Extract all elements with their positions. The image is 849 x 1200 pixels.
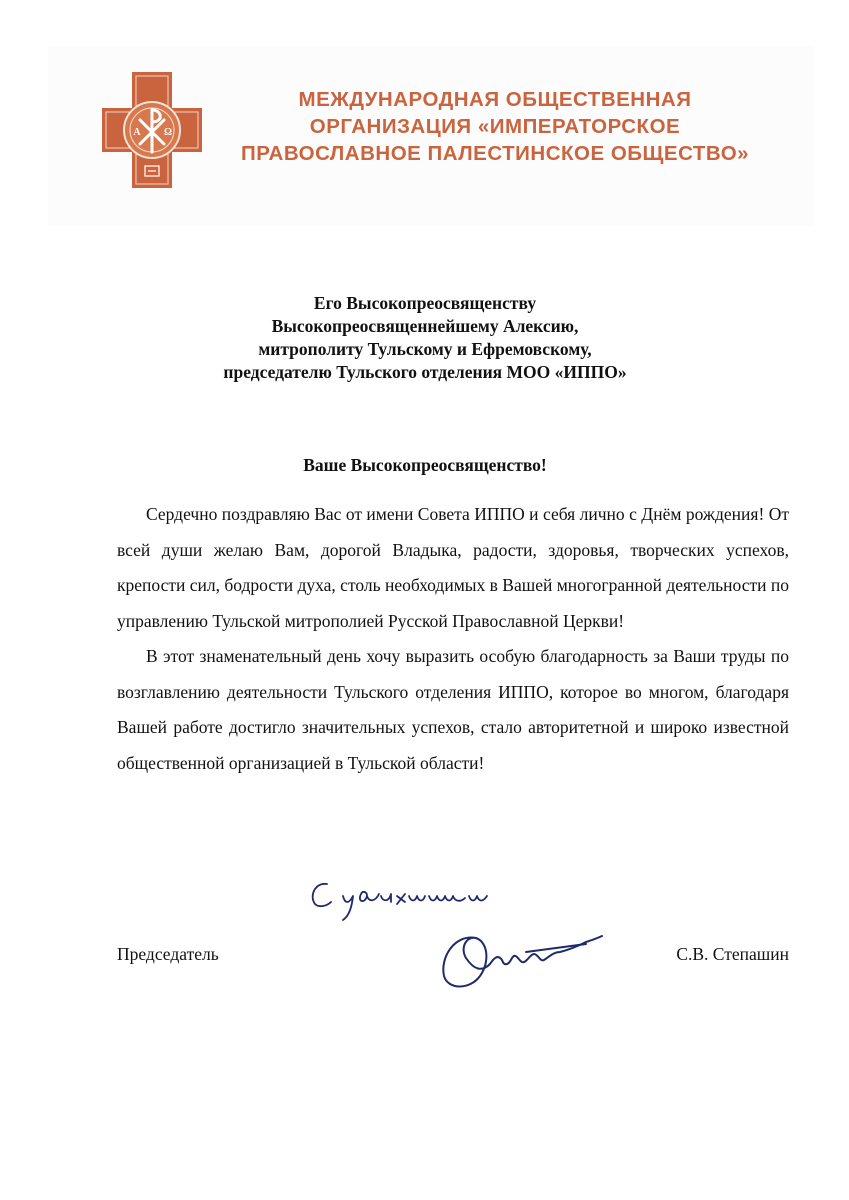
letter-body <box>117 497 789 781</box>
addressee-line-2: Высокопреосвященнейшему Алексию, <box>271 316 579 336</box>
organization-name <box>228 86 762 167</box>
addressee-line-4: председателю Тульского отделения МОО «ИППО» <box>223 362 627 382</box>
signature <box>436 924 606 996</box>
signer-title: Председатель <box>117 944 219 964</box>
emblem-omega: Ω <box>163 127 173 138</box>
body-paragraph-2: В этот знаменательный день хочу выразить особую благодарность за Ваши труды по возглавлению деятельности Тульского отделения ИППО, которое во многом, благодаря Вашей работе достигло значительных успехов, стало авторитетной и широко известной общественной организацией в Тульской области! <box>117 646 789 773</box>
addressee-line-1: Его Высокопреосвященству <box>313 293 537 313</box>
ippo-emblem-logo <box>102 72 202 188</box>
addressee-line-3: митрополиту Тульскому и Ефремовскому, <box>258 339 592 359</box>
org-name-line-1: МЕЖДУНАРОДНАЯ ОБЩЕСТВЕННАЯ <box>298 88 692 111</box>
handwritten-closing <box>305 874 495 924</box>
salutation: Ваше Высокопреосвященство! <box>303 455 547 475</box>
emblem-alpha: А <box>133 127 141 138</box>
org-name-line-3: ПРАВОСЛАВНОЕ ПАЛЕСТИНСКОЕ ОБЩЕСТВО» <box>240 142 750 165</box>
body-paragraph-1: Сердечно поздравляю Вас от имени Совета ИППО и себя лично с Днём рождения! От всей души желаю Вам, дорогой Владыка, радости, здоровья, творческих успехов, крепости сил, бодрости духа, столь необходимых в Вашей многогранной деятельности по управлению Тульской митрополией Русской Православной Церкви! <box>117 504 789 631</box>
org-name-line-2: ОРГАНИЗАЦИЯ «ИМПЕРАТОРСКОЕ <box>309 115 681 138</box>
addressee-block <box>60 292 790 384</box>
signer-name: С.В. Степашин <box>676 944 789 964</box>
